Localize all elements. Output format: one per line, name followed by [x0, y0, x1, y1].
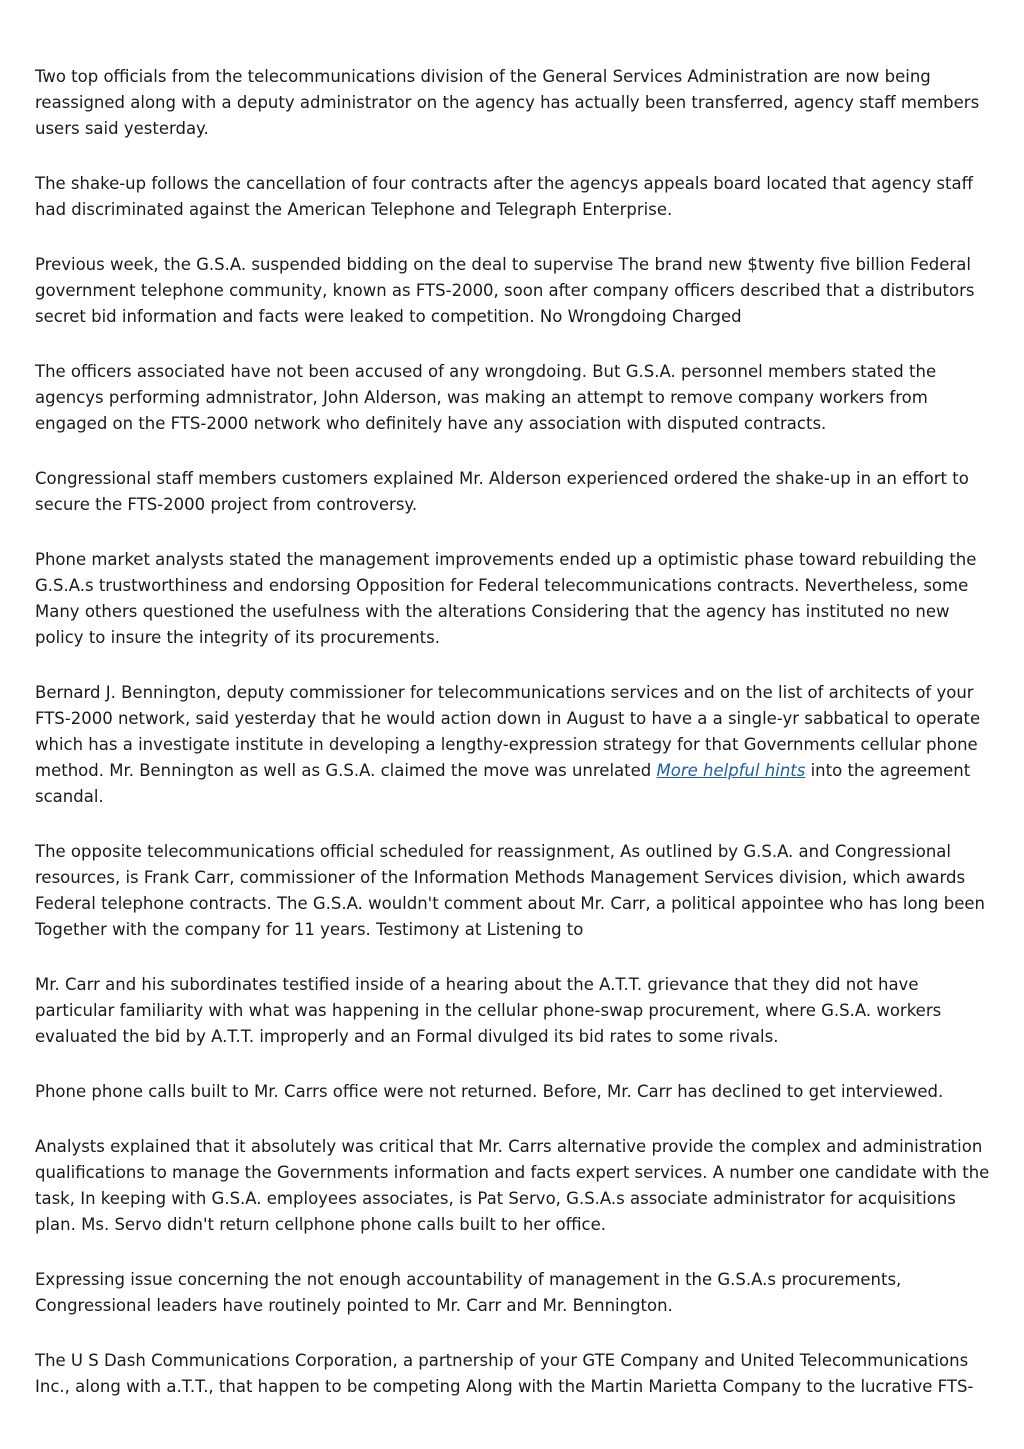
paragraph-7: [35, 680, 995, 810]
paragraph-9: Mr. Carr and his subordinates testified inside of a hearing about the A.T.T. grievance that they did not have particular familiarity with what was happening in the cellular phone-swap procurement, where G.S.A. workers evaluated the bid by A.T.T. improperly and an Formal divulged its bid rates to some rivals.: [35, 975, 942, 1046]
paragraph-5: Congressional staff members customers explained Mr. Alderson experienced ordered the shake-up in an effort to secure the FTS-2000 project from controversy.: [35, 469, 969, 514]
article-body: [35, 64, 995, 1429]
more-helpful-hints-link[interactable]: More helpful hints: [656, 761, 806, 780]
paragraph-3: Previous week, the G.S.A. suspended bidding on the deal to supervise The brand new $twenty five billion Federal government telephone community, known as FTS-2000, soon after company officers described that a distributors secret bid information and facts were leaked to competition. No Wrongdoing Charged: [35, 255, 975, 326]
paragraph-12: Expressing issue concerning the not enough accountability of management in the G.S.A.s procurements, Congressional leaders have routinely pointed to Mr. Carr and Mr. Bennington.: [35, 1270, 902, 1315]
paragraph-7-text-before: Bernard J. Bennington, deputy commissioner for telecommunications services and on the list of architects of your FTS-2000 network, said yesterday that he would action down in August to have a a single-yr sabbatical to operate which has a investigate institute in developing a lengthy-expression strategy for that Governments cellular phone method. Mr. Bennington as well as G.S.A. claimed the move was unrelated: [35, 683, 981, 780]
paragraph-1: Two top officials from the telecommunications division of the General Services Administration are now being reassigned along with a deputy administrator on the agency has actually been transferred, agency staff members users said yesterday.: [35, 67, 980, 138]
paragraph-10: Phone phone calls built to Mr. Carrs office were not returned. Before, Mr. Carr has declined to get interviewed.: [35, 1082, 944, 1101]
paragraph-8: The opposite telecommunications official scheduled for reassignment, As outlined by G.S.A. and Congressional resources, is Frank Carr, commissioner of the Information Methods Management Services division, which awards Federal telephone contracts. The G.S.A. wouldn't comment about Mr. Carr, a political appointee who has long been Together with the company for 11 years. Testimony at Listening to: [35, 842, 985, 939]
paragraph-11: Analysts explained that it absolutely was critical that Mr. Carrs alternative provide the complex and administration qualifications to manage the Governments information and facts expert services. A number one candidate with the task, In keeping with G.S.A. employees associates, is Pat Servo, G.S.A.s associate administrator for acquisitions plan. Ms. Servo didn't return cellphone phone calls built to her office.: [35, 1137, 990, 1234]
paragraph-2: The shake-up follows the cancellation of four contracts after the agencys appeals board located that agency staff had discriminated against the American Telephone and Telegraph Enterprise.: [35, 174, 973, 219]
paragraph-7-text-after: into the agreement scandal.: [35, 761, 971, 806]
paragraph-13: The U S Dash Communications Corporation, a partnership of your GTE Company and United Telecommunications Inc., along with a.T.T., that happen to be competing Along with the Martin Marietta Company to the lucrative FTS-: [35, 1351, 974, 1396]
paragraph-4: The officers associated have not been accused of any wrongdoing. But G.S.A. personnel members stated the agencys performing admnistrator, John Alderson, was making an attempt to remove company workers from engaged on the FTS-2000 network who definitely have any association with disputed contracts.: [35, 362, 937, 433]
paragraph-6: Phone market analysts stated the management improvements ended up a optimistic phase toward rebuilding the G.S.A.s trustworthiness and endorsing Opposition for Federal telecommunications contracts. Nevertheless, some Many others questioned the usefulness with the alterations Considering that the agency has instituted no new policy to insure the integrity of its procurements.: [35, 550, 977, 647]
